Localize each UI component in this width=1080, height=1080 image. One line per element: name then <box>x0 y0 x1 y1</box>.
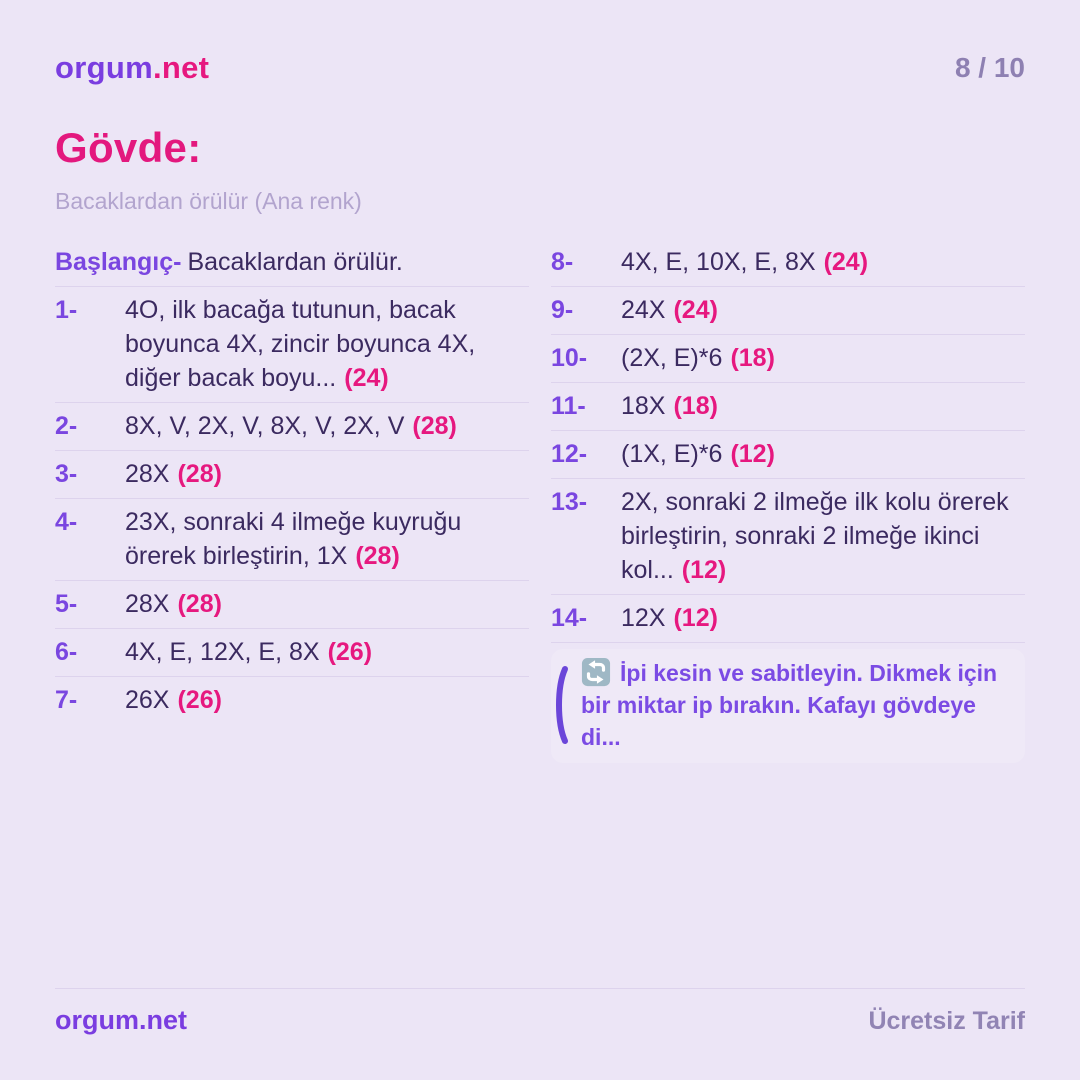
row-instruction-text: 12X <box>621 604 666 632</box>
row-number: 7- <box>55 686 78 714</box>
instruction-rows-right <box>551 239 1025 643</box>
instruction-row <box>551 479 1025 595</box>
footer-logo: orgum.net <box>55 1005 187 1035</box>
row-instruction <box>621 245 868 279</box>
section-title: Gövde: <box>55 124 202 171</box>
instruction-row <box>55 629 529 677</box>
row-number: 2- <box>55 412 78 440</box>
row-number: 3- <box>55 460 78 488</box>
stitch-count: (28) <box>177 460 222 488</box>
row-instruction-text: 24X <box>621 296 666 324</box>
row-instruction <box>125 293 529 395</box>
row-instruction <box>125 409 457 443</box>
page-indicator: 8 / 10 <box>954 52 1025 83</box>
page-header <box>55 50 1025 86</box>
instruction-row <box>551 595 1025 643</box>
stitch-count: (28) <box>355 542 400 570</box>
row-instruction <box>621 485 1025 587</box>
row-instruction <box>621 293 718 327</box>
stitch-count: (18) <box>730 344 775 372</box>
instruction-row <box>551 239 1025 287</box>
row-number: 12- <box>551 440 588 468</box>
row-instruction <box>621 341 775 375</box>
swap-arrows-icon <box>581 657 611 687</box>
page-footer <box>55 988 1025 1036</box>
stitch-count: (18) <box>673 392 718 420</box>
row-instruction-text: 28X <box>125 590 170 618</box>
row-number: 8- <box>551 248 574 276</box>
row-instruction-text: 2X, sonraki 2 ilmeğe ilk kolu örerek birleştirin, sonraki 2 ilmeğe ikinci kol... <box>621 488 1009 584</box>
row-number: 5- <box>55 590 78 618</box>
row-number: 13- <box>551 488 588 516</box>
row-instruction-text: 28X <box>125 460 170 488</box>
footer-label: Ücretsiz Tarif <box>868 1007 1025 1035</box>
instruction-columns <box>55 239 1025 763</box>
instruction-row <box>55 239 529 287</box>
row-instruction <box>125 587 222 621</box>
stitch-count: (24) <box>673 296 718 324</box>
row-number: 10- <box>551 344 588 372</box>
row-instruction <box>125 683 222 717</box>
stitch-count: (12) <box>730 440 775 468</box>
row-instruction <box>187 245 402 279</box>
site-logo <box>55 50 209 86</box>
left-bracket-decoration <box>553 665 569 745</box>
note-message: İpi kesin ve sabitleyin. Dikmek için bir miktar ip bırakın. Kafayı gövdeye di... <box>581 660 998 750</box>
row-instruction-text: 4X, E, 12X, E, 8X <box>125 638 320 666</box>
instruction-row <box>551 383 1025 431</box>
row-instruction-text: 23X, sonraki 4 ilmeğe kuyruğu örerek birleştirin, 1X <box>125 508 462 570</box>
row-instruction <box>125 505 529 573</box>
row-instruction <box>125 457 222 491</box>
note-box <box>551 649 1025 763</box>
row-number: 6- <box>55 638 78 666</box>
stitch-count: (26) <box>327 638 373 666</box>
instruction-column-left <box>55 239 529 724</box>
row-instruction-text: 4O, ilk bacağa tutunun, bacak boyunca 4X, zincir boyunca 4X, diğer bacak boyu... <box>125 296 476 392</box>
row-instruction <box>125 635 372 669</box>
stitch-count: (26) <box>177 686 222 714</box>
instruction-row <box>551 431 1025 479</box>
row-instruction-text: (2X, E)*6 <box>621 344 723 372</box>
row-number: 9- <box>551 296 574 324</box>
instruction-rows-left <box>55 239 529 724</box>
stitch-count: (24) <box>823 248 869 276</box>
row-instruction <box>621 437 775 471</box>
row-number: 1- <box>55 296 78 324</box>
instruction-row <box>55 677 529 724</box>
row-instruction-text: 26X <box>125 686 170 714</box>
stitch-count: (28) <box>412 412 457 440</box>
row-number: Başlangıç- <box>55 248 182 276</box>
row-instruction-text: (1X, E)*6 <box>621 440 723 468</box>
site-logo-name: orgum <box>55 50 153 85</box>
row-instruction-text: 8X, V, 2X, V, 8X, V, 2X, V <box>125 412 405 440</box>
stitch-count: (12) <box>681 556 727 584</box>
instruction-row <box>55 499 529 581</box>
note-text <box>581 657 1015 753</box>
instruction-row <box>55 581 529 629</box>
row-instruction <box>621 601 718 635</box>
row-instruction-text: 4X, E, 10X, E, 8X <box>621 248 816 276</box>
instruction-row <box>551 287 1025 335</box>
stitch-count: (28) <box>177 590 222 618</box>
stitch-count: (24) <box>344 364 389 392</box>
section-subtitle: Bacaklardan örülür (Ana renk) <box>55 188 362 214</box>
site-logo-tld: .net <box>152 50 210 85</box>
row-instruction-text: 18X <box>621 392 666 420</box>
instruction-row <box>55 287 529 403</box>
instruction-row <box>551 335 1025 383</box>
instruction-row <box>55 403 529 451</box>
row-number: 4- <box>55 508 78 536</box>
instruction-row <box>55 451 529 499</box>
instruction-column-right <box>551 239 1025 763</box>
row-number: 11- <box>551 392 586 420</box>
row-instruction-text: Bacaklardan örülür. <box>187 248 403 276</box>
row-number: 14- <box>551 604 588 632</box>
stitch-count: (12) <box>673 604 718 632</box>
row-instruction <box>621 389 718 423</box>
